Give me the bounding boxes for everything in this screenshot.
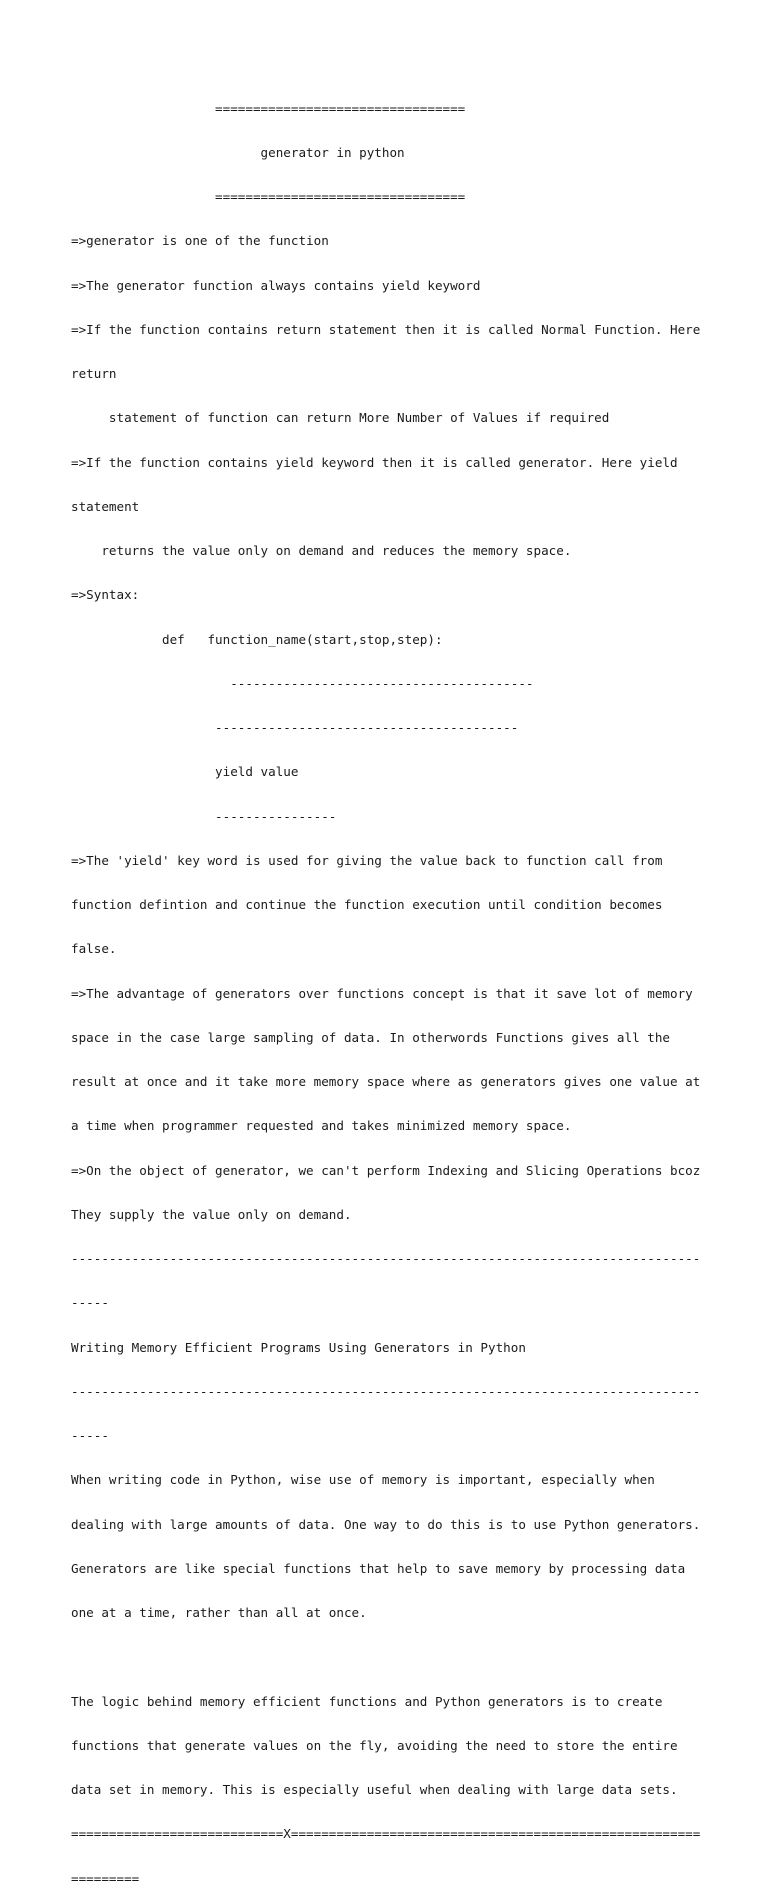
section-heading: Writing Memory Efficient Programs Using Generators in Python (71, 1339, 526, 1355)
text-line: They supply the value only on demand. (71, 1206, 352, 1222)
text-line: =>If the function contains return statement then it is called Normal Function. Here (71, 321, 701, 337)
text-line: returns the value only on demand and reduces the memory space. (71, 543, 572, 558)
text-line: dealing with large amounts of data. One way to do this is to use Python generators. (71, 1516, 701, 1532)
syntax-heading: =>Syntax: (71, 587, 140, 603)
code-line: def function_name(start,stop,step): (71, 631, 443, 647)
text-line: The logic behind memory efficient functions and Python generators is to create (71, 1693, 663, 1709)
blank-line (71, 1650, 711, 1665)
text-line: function defintion and continue the function execution until condition becomes (71, 897, 663, 912)
text-line: =>The generator function always contains yield keyword (71, 277, 481, 293)
separator-line: ----- (71, 1295, 109, 1311)
text-line: =>generator is one of the function (71, 233, 329, 249)
document-body (71, 72, 711, 1901)
text-line: false. (71, 941, 117, 957)
text-line: functions that generate values on the fly, avoiding the need to store the entire (71, 1737, 678, 1753)
text-line: =>If the function contains yield keyword then it is called generator. Here yield (71, 454, 678, 470)
text-line: =>On the object of generator, we can't perform Indexing and Slicing Operations bcoz (71, 1162, 701, 1178)
text-line: When writing code in Python, wise use of memory is important, especially when (71, 1472, 655, 1488)
separator-line: ----- (71, 1428, 109, 1443)
separator-line: ----------------------------------------------------------------------------------- (71, 1383, 701, 1399)
separator-line: ============================X====================================================== (71, 1826, 701, 1842)
text-line: Generators are like special functions that help to save memory by processing data (71, 1560, 686, 1576)
text-line: one at a time, rather than all at once. (71, 1605, 367, 1620)
separator-line: ----------------------------------------------------------------------------------- (71, 1251, 701, 1266)
text-line: =>The advantage of generators over functions concept is that it save lot of memory (71, 985, 693, 1001)
document-title: generator in python (71, 144, 405, 160)
separator-line: ================================= (71, 100, 466, 116)
code-line: ---------------- (71, 808, 337, 824)
text-line: statement (71, 498, 140, 514)
text-line: =>The 'yield' key word is used for giving the value back to function call from (71, 852, 663, 868)
text-line: a time when programmer requested and takes minimized memory space. (71, 1118, 572, 1134)
text-line: statement of function can return More Number of Values if required (71, 410, 610, 426)
code-line: ---------------------------------------- (71, 675, 534, 691)
code-line: yield value (71, 764, 299, 780)
separator-line: ================================= (71, 189, 466, 204)
code-line: ---------------------------------------- (71, 720, 519, 735)
text-line: return (71, 366, 117, 381)
text-line: data set in memory. This is especially useful when dealing with large data sets. (71, 1782, 678, 1797)
separator-line: ========= (71, 1870, 140, 1886)
text-line: result at once and it take more memory space where as generators gives one value at (71, 1074, 701, 1089)
text-line: space in the case large sampling of data. In otherwords Functions gives all the (71, 1029, 670, 1045)
